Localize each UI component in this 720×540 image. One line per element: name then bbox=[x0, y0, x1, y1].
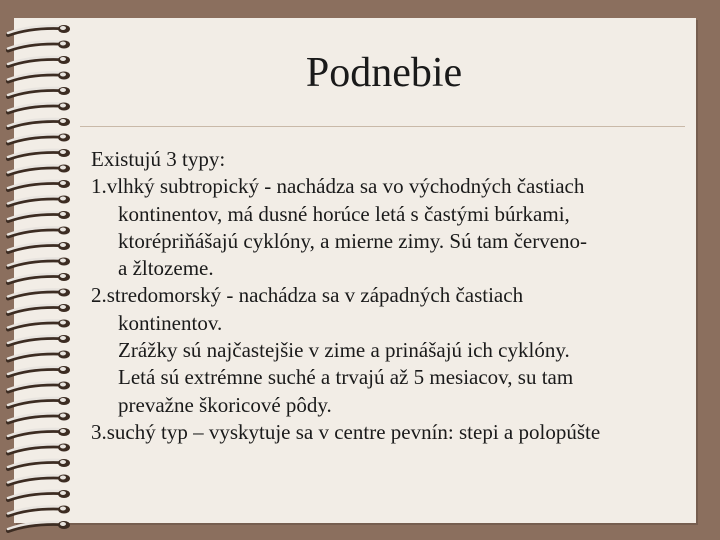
body-line: prevažne škoricové pôdy. bbox=[118, 392, 332, 417]
spiral-ring bbox=[8, 382, 70, 392]
body-line: 3.suchý typ – vyskytuje sa v centre pevnín: stepi a polopúšte bbox=[91, 419, 601, 444]
spiral-ring bbox=[8, 320, 70, 330]
spiral-ring bbox=[8, 258, 70, 268]
body-line: Existujú 3 typy: bbox=[91, 147, 226, 171]
body-line: Zrážky sú najčastejšie v zime a prinášajú ich cyklóny. bbox=[118, 338, 570, 363]
body-line: a žltozeme. bbox=[118, 256, 214, 281]
spiral-ring bbox=[8, 397, 70, 407]
spiral-ring bbox=[8, 335, 70, 345]
spiral-ring bbox=[8, 41, 70, 51]
spiral-ring bbox=[8, 366, 70, 376]
spiral-ring bbox=[8, 444, 70, 454]
spiral-ring bbox=[8, 521, 70, 531]
spiral-ring bbox=[8, 490, 70, 500]
body-line: kontinentov, má dusné horúce letá s častými búrkami, bbox=[118, 201, 570, 226]
spiral-ring bbox=[8, 118, 70, 128]
spiral-ring bbox=[8, 25, 70, 35]
spiral-binding bbox=[0, 0, 84, 540]
spiral-ring bbox=[8, 196, 70, 206]
spiral-ring bbox=[8, 227, 70, 237]
body-line: ktorépriňášajú cyklóny, a mierne zimy. Sú tam červeno- bbox=[118, 228, 588, 253]
spiral-ring bbox=[8, 165, 70, 175]
spiral-ring bbox=[8, 87, 70, 97]
spiral-ring bbox=[8, 289, 70, 299]
spiral-ring bbox=[8, 242, 70, 252]
spiral-ring bbox=[8, 506, 70, 516]
spiral-ring bbox=[8, 103, 70, 113]
spiral-ring bbox=[8, 149, 70, 159]
body-line: 2.stredomorský - nachádza sa v západných častiach bbox=[91, 283, 524, 308]
spiral-ring bbox=[8, 304, 70, 314]
body-line: Letá sú extrémne suché a trvajú až 5 mesiacov, su tam bbox=[118, 365, 574, 390]
spiral-ring bbox=[8, 413, 70, 423]
spiral-ring bbox=[8, 180, 70, 190]
spiral-ring bbox=[8, 273, 70, 283]
spiral-ring bbox=[8, 134, 70, 144]
title-divider bbox=[80, 126, 685, 127]
spiral-ring bbox=[8, 211, 70, 221]
body-line: 1.vlhký subtropický - nachádza sa vo východných častiach bbox=[91, 174, 585, 199]
body-line: kontinentov. bbox=[118, 310, 223, 335]
spiral-ring bbox=[8, 72, 70, 82]
spiral-ring bbox=[8, 459, 70, 469]
slide-body bbox=[91, 146, 691, 446]
spiral-ring bbox=[8, 351, 70, 361]
spiral-ring bbox=[8, 428, 70, 438]
spiral-ring bbox=[8, 56, 70, 66]
slide-title: Podnebie bbox=[305, 50, 463, 96]
spiral-ring bbox=[8, 475, 70, 485]
